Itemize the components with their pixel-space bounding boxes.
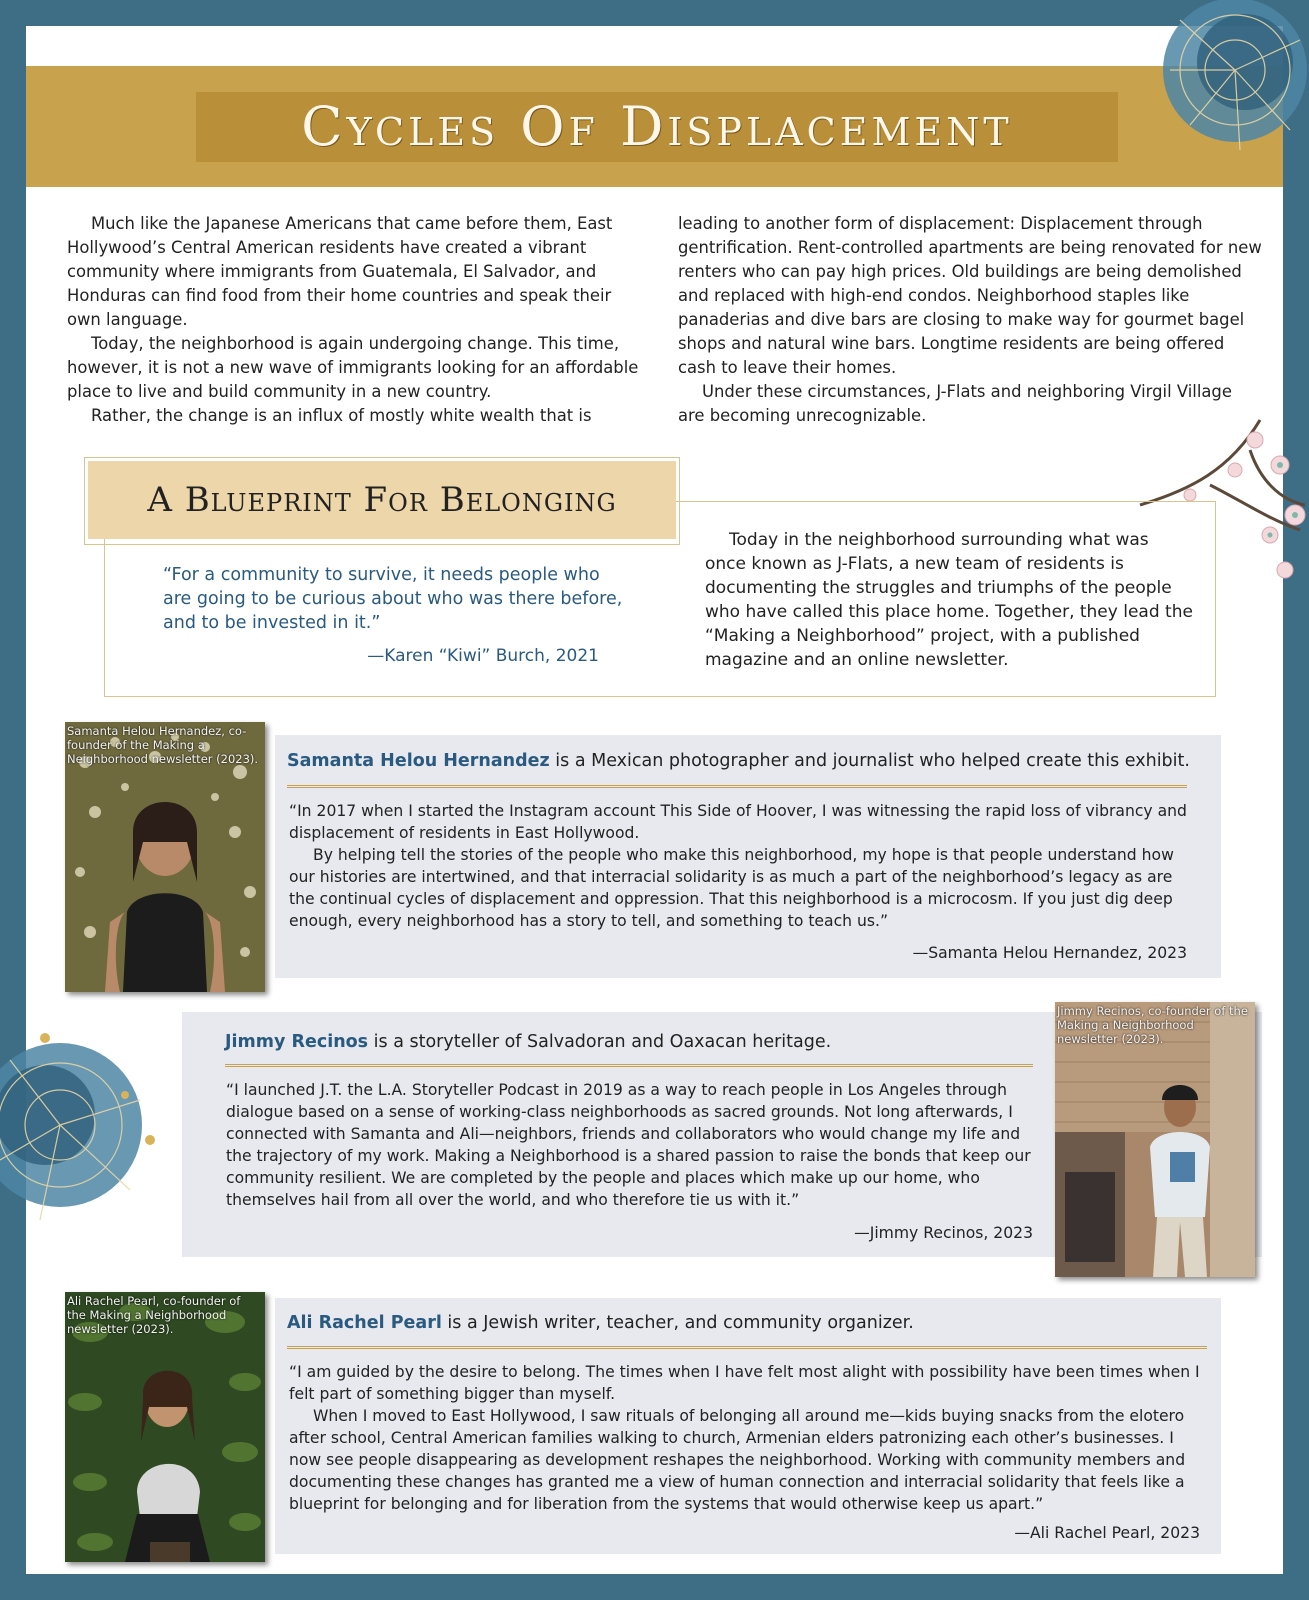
intro-paragraph: Today, the neighborhood is again undergoing change. This time, however, it is not a new wave of immigrants looking for an affordable place to live and build community in a new country.	[67, 334, 639, 401]
quote-paragraph: “In 2017 when I started the Instagram account This Side of Hoover, I was witnessing the rapid loss of vibrancy and displacement of residents in East Hollywood.	[289, 802, 1187, 842]
photo-ali	[65, 1292, 265, 1562]
quote-paragraph: When I moved to East Hollywood, I saw rituals of belonging all around me—kids buying snacks from the elotero after school, Central American families walking to church, Armenian elders patronizing each other’s businesses. I now see people disappearing as development reshapes the neighborhood. Working with community members and documenting these changes has granted me a view of human connection and interracial solidarity that feels like a blueprint for belonging and for liberation from the systems that would otherwise keep us apart.”	[289, 1407, 1186, 1513]
intro-paragraph: leading to another form of displacement: Displacement through gentrification. Rent-controlled apartments are being renovated for new renters who can pay high prices. Old buildings are being demolished and replaced with high-end condos. Neighborhood staples like panaderias and dive bars are closing to make way for gourmet bagel shops and natural wine bars. Longtime residents are being offered cash to leave their homes.	[678, 214, 1262, 377]
photo-caption: Ali Rachel Pearl, co-founder of the Making a Neighborhood newsletter (2023).	[67, 1294, 241, 1336]
blueprint-text: Today in the neighborhood surrounding what was once known as J-Flats, a new team of residents is documenting the struggles and triumphs of the people who have called this place home. Together, they lead the “Making a Neighborhood” project, with a published magazine and an online newsletter.	[705, 530, 1193, 670]
profile-quote	[226, 1079, 1041, 1211]
divider	[225, 1064, 1033, 1067]
pull-quote-attribution: —Karen “Kiwi” Burch, 2021	[367, 646, 599, 666]
profile-description: is a Mexican photographer and journalist who helped create this exhibit.	[549, 751, 1190, 771]
decorative-coral-plate-left	[0, 1020, 165, 1225]
quote-paragraph: “I launched J.T. the L.A. Storyteller Podcast in 2019 as a way to reach people in Los Angeles through dialogue based on a sense of working-class neighborhoods as sacred grounds. Not long afterwards, I connected with Samanta and Ali—neighbors, friends and collaborators who would change my life and the trajectory of my work. Making a Neighborhood is a shared passion to raise the bonds that keep our community resilient. We are completed by the people and places which make up our home, who themselves hail from all over the world, and who therefore tie us with it.”	[226, 1081, 1031, 1209]
profile-quote	[289, 1361, 1204, 1515]
photo-samanta	[65, 722, 265, 992]
profile-name: Ali Rachel Pearl	[287, 1313, 442, 1333]
profile-description: is a storyteller of Salvadoran and Oaxacan heritage.	[368, 1032, 832, 1052]
profile-quote	[289, 800, 1189, 932]
pull-quote: “For a community to survive, it needs people who are going to be curious about who was there before, and to be invested in it.”	[163, 565, 623, 633]
intro-right-column	[678, 212, 1263, 428]
divider	[287, 1346, 1207, 1349]
photo-caption: Samanta Helou Hernandez, co-founder of the Making a Neighborhood newsletter (2023).	[67, 724, 259, 766]
divider	[287, 785, 1187, 788]
intro-paragraph: Much like the Japanese Americans that came before them, East Hollywood’s Central American residents have created a vibrant community where immigrants from Guatemala, El Salvador, and Honduras can find food from their home countries and speak their own language.	[67, 214, 613, 329]
intro-paragraph: Under these circumstances, J-Flats and neighboring Virgil Village are becoming unrecognizable.	[678, 382, 1232, 425]
photo-jimmy	[1055, 1002, 1255, 1277]
page-title: Cycles Of Displacement	[196, 92, 1118, 162]
profile-lead	[287, 751, 1207, 771]
decorative-coral-plate-top	[1140, 0, 1309, 165]
profile-description: is a Jewish writer, teacher, and community organizer.	[441, 1313, 914, 1333]
profile-signature: —Jimmy Recinos, 2023	[854, 1224, 1033, 1242]
quote-paragraph: By helping tell the stories of the people who make this neighborhood, my hope is that people understand how our histories are intertwined, and that interracial solidarity is as much a part of the neighborhood’s legacy as are the continual cycles of displacement and oppression. That this neighborhood is a microcosm. If you just dig deep enough, every neighborhood has a story to tell, and something to teach us.”	[289, 846, 1174, 930]
intro-paragraph: Rather, the change is an influx of mostly white wealth that is	[91, 406, 592, 425]
intro-left-column	[67, 212, 647, 428]
quote-paragraph: “I am guided by the desire to belong. The times when I have felt most alight with possibility have been times when I felt part of something bigger than myself.	[289, 1363, 1200, 1403]
profile-name: Jimmy Recinos	[225, 1032, 369, 1052]
profile-name: Samanta Helou Hernandez	[287, 751, 550, 771]
section-heading: A Blueprint For Belonging	[88, 461, 676, 539]
profile-signature: —Samanta Helou Hernandez, 2023	[912, 944, 1187, 962]
profile-lead	[287, 1313, 1207, 1333]
divider	[678, 501, 1215, 502]
profile-lead	[225, 1032, 1025, 1052]
profile-signature: —Ali Rachel Pearl, 2023	[1014, 1524, 1200, 1542]
photo-caption: Jimmy Recinos, co-founder of the Making a Neighborhood newsletter (2023).	[1057, 1004, 1248, 1046]
